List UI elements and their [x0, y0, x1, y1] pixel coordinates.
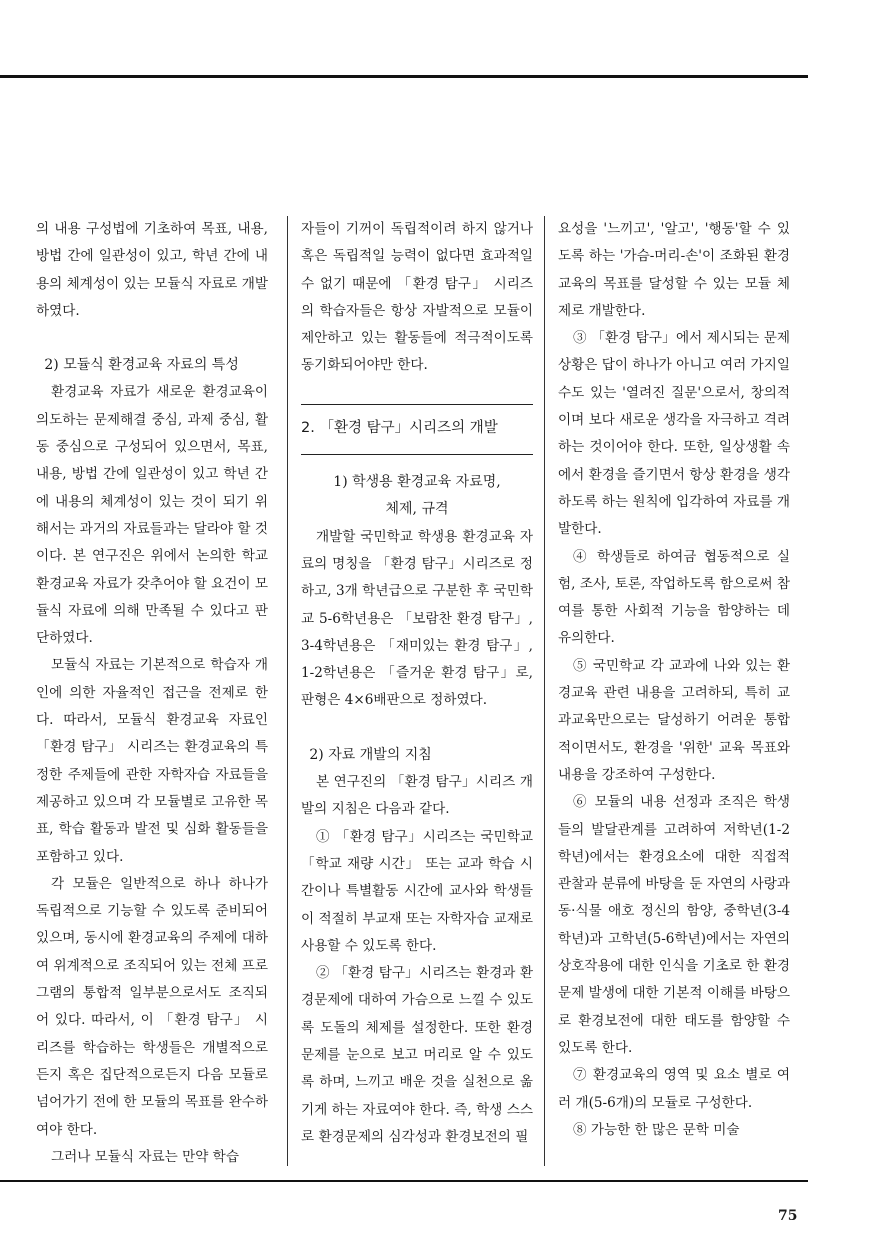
subsection-heading: 2) 자료 개발의 지침 [309, 746, 432, 763]
paragraph: 각 모듈은 일반적으로 하나 하나가 독립적으로 기능할 수 있도록 준비되어 있으며, 동시에 환경교육의 주제에 대하여 위계적으로 조직되어 있는 전체 프로그램의 통합적 일부분으로서도 조직되어 있다. 따라서, 이 「환경 탐구」 시리즈를 학습하는 학생들은 개별적으로든지 혹은 집단적으로든지 다음 모듈로 넘어가기 전에 한 모듈의 목표를 완수하여야 한다. [36, 875, 268, 1138]
list-item: ⑥ 모듈의 내용 선정과 조직은 학생들의 발달관계를 고려하여 저학년(1-2학년)에서는 환경요소에 대한 직접적 관찰과 분류에 바탕을 둔 자연의 사랑과 동·식물 애호 정신의 함양, 중학년(3-4학년)과 고학년(5-6학년)에서는 자연의 상호작용에 대한 인식을 기초로 한 환경문제 발생에 대한 기본적 이해를 바탕으로 환경보전에 대한 태도를 함양할 수 있도록 한다. [558, 794, 790, 1056]
list-item: ① 「환경 탐구」시리즈는 국민학교 「학교 재량 시간」 또는 교과 학습 시간이나 특별활동 시간에 교사와 학생들이 적절히 부교재 또는 자학자습 교재로 사용할 수 있도록 한다. [301, 828, 533, 954]
paragraph: 모듈식 자료는 기본적으로 학습자 개인에 의한 자율적인 접근을 전제로 한다. 따라서, 모듈식 환경교육 자료인 「환경 탐구」 시리즈는 환경교육의 특정한 주제들에 관한 자학자습 자료들을 제공하고 있으며 각 모듈별로 고유한 목표, 학습 활동과 발전 및 심화 활동들을 포함하고 있다. [36, 657, 268, 865]
top-rule [0, 75, 808, 78]
section-heading: 2. 「환경 탐구」시리즈의 개발 [301, 404, 533, 455]
list-item: ⑤ 국민학교 각 교과에 나와 있는 환경교육 관련 내용을 고려하되, 특히 교과교육만으로는 달성하기 어려운 통합적이면서도, 환경을 '위한' 교육 목표와 내용을 강조하여 구성한다. [558, 657, 790, 783]
page-number: 75 [778, 1208, 798, 1224]
list-item: ⑧ 가능한 한 많은 문학 미술 [572, 1121, 740, 1138]
paragraph: 본 연구진의 「환경 탐구」시리즈 개발의 지침은 다음과 같다. [301, 774, 533, 818]
column-divider [544, 216, 545, 1166]
subsection-heading-line-2: 체제, 규격 [385, 501, 449, 518]
column-2 [301, 216, 533, 1151]
paragraph: 그러나 모듈식 자료는 만약 학습 [50, 1148, 239, 1165]
list-item: ② 「환경 탐구」시리즈는 환경과 환경문제에 대하여 가슴으로 느낄 수 있도록 도돌의 체제를 설정한다. 또한 환경문제를 눈으로 보고 머리로 알 수 있도록 하며, 느끼고 배운 것을 실천으로 옮기게 하는 자료여야 한다. 즉, 학생 스스로 환경문제의 심각성과 환경보전의 필 [301, 965, 533, 1145]
list-item: ⑦ 환경교육의 영역 및 요소 별로 여러 개(5-6개)의 모듈로 구성한다. [558, 1067, 790, 1111]
bottom-rule [0, 1180, 808, 1182]
paragraph: 환경교육 자료가 새로운 환경교육이 의도하는 문제해결 중심, 과제 중심, 활동 중심으로 구성되어 있으면서, 목표, 내용, 방법 간에 일관성이 있고 학년 간에 내용의 체계성이 있는 것이 되기 위해서는 과거의 자료들과는 달라야 할 것이다. 본 연구진은 위에서 논의한 학교 환경교육 자료가 갖추어야 할 요건이 모듈식 자료에 의해 만족될 수 있다고 판단하였다. [36, 384, 268, 647]
column-3 [558, 216, 790, 1144]
paragraph: 개발할 국민학교 학생용 환경교육 자료의 명칭을 「환경 탐구」시리즈로 정하고, 3개 학년급으로 구분한 후 국민학교 5-6학년용은 「보람찬 환경 탐구」, 3-4학년용은 「재미있는 환경 탐구」, 1-2학년용은 「즐거운 환경 탐구」로, 판형은 4×6배판으로 정하였다. [301, 528, 533, 709]
subsection-heading-line-1: 1) 학생용 환경교육 자료명, [333, 474, 501, 491]
column-divider [287, 216, 288, 1166]
list-item: ④ 학생들로 하여금 협동적으로 실험, 조사, 토론, 작업하도록 함으로써 참여를 통한 사회적 기능을 함양하는 데 유의한다. [558, 548, 790, 647]
paragraph: 요성을 '느끼고', '알고', '행동'할 수 있도록 하는 '가슴-머리-손'이 조화된 환경교육의 목표를 달성할 수 있는 모듈 체제로 개발한다. [558, 221, 790, 319]
subsection-heading [301, 469, 533, 524]
list-item: ③ 「환경 탐구」에서 제시되는 문제 상황은 답이 하나가 아니고 여러 가지일 수도 있는 '열려진 질문'으로서, 창의적이며 보다 새로운 생각을 자극하고 격려하는 것이어야 한다. 또한, 일상생활 속에서 환경을 즐기면서 항상 환경을 생각하도록 하는 원칙에 입각하여 자료를 개발한다. [558, 330, 790, 538]
paragraph: 의 내용 구성법에 기초하여 목표, 내용, 방법 간에 일관성이 있고, 학년 간에 내용의 체계성이 있는 모듈식 자료로 개발하였다. [36, 221, 268, 319]
subsection-heading: 2) 모듈식 환경교육 자료의 특성 [44, 357, 239, 374]
paragraph: 자들이 기꺼이 독립적이려 하지 않거나 혹은 독립적일 능력이 없다면 효과적일 수 없기 때문에 「환경 탐구」 시리즈의 학습자들은 항상 자발적으로 모듈이 제안하고 있는 활동들에 적극적이도록 동기화되어야만 한다. [301, 221, 533, 374]
column-1 [36, 216, 268, 1171]
